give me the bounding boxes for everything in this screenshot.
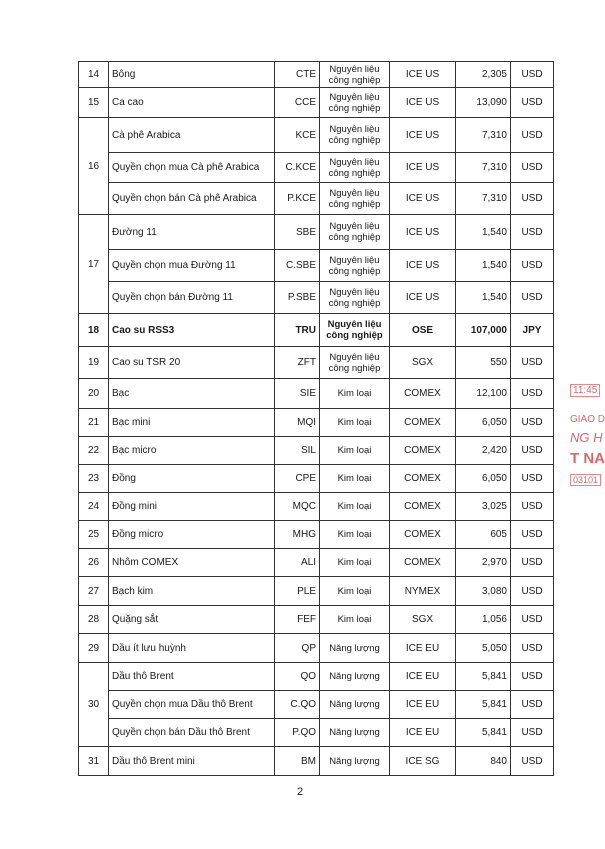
currency: JPY [511,314,554,347]
table-body [79,62,554,776]
margin-value: 5,841 [456,719,511,747]
table-row [79,691,554,719]
table-row [79,250,554,282]
table-row [79,379,554,409]
margin-value: 7,310 [456,118,511,153]
product-group: Nguyên liệu công nghiệp [320,183,390,215]
product-name: Cao su RSS3 [109,314,275,347]
product-group: Kim loại [320,465,390,493]
table-row [79,409,554,437]
margin-value: 2,420 [456,437,511,465]
product-group: Nguyên liệu công nghiệp [320,215,390,250]
product-code: BM [275,747,320,776]
product-name: Dầu thô Brent mini [109,747,275,776]
currency: USD [511,634,554,663]
product-name: Bạc micro [109,437,275,465]
exchange: SGX [390,347,456,379]
product-name: Bông [109,62,275,88]
commodity-margin-table [78,61,554,776]
product-code: MQI [275,409,320,437]
currency: USD [511,691,554,719]
exchange: SGX [390,606,456,634]
table-row [79,88,554,118]
row-number: 15 [79,88,109,118]
currency: USD [511,521,554,549]
product-group: Nguyên liệu công nghiệp [320,250,390,282]
margin-value: 5,050 [456,634,511,663]
table-row [79,747,554,776]
product-code: TRU [275,314,320,347]
margin-value: 12,100 [456,379,511,409]
table-row [79,577,554,606]
currency: USD [511,437,554,465]
product-code: SIL [275,437,320,465]
exchange: COMEX [390,465,456,493]
product-group: Nguyên liệu công nghiệp [320,118,390,153]
margin-value: 1,056 [456,606,511,634]
exchange: OSE [390,314,456,347]
product-code: CPE [275,465,320,493]
currency: USD [511,88,554,118]
table-row [79,521,554,549]
table-row [79,634,554,663]
product-group: Năng lượng [320,691,390,719]
product-name: Nhôm COMEX [109,549,275,577]
row-number: 20 [79,379,109,409]
product-group: Kim loại [320,577,390,606]
table-row [79,347,554,379]
exchange: ICE EU [390,663,456,691]
row-number: 26 [79,549,109,577]
table-row [79,719,554,747]
product-name: Cao su TSR 20 [109,347,275,379]
exchange: ICE EU [390,719,456,747]
table-row [79,549,554,577]
product-code: CTE [275,62,320,88]
row-number: 23 [79,465,109,493]
stamp-time: 11:45 [570,384,600,397]
margin-value: 5,841 [456,663,511,691]
currency: USD [511,215,554,250]
product-group: Nguyên liệu công nghiệp [320,153,390,183]
row-number: 18 [79,314,109,347]
product-group: Năng lượng [320,663,390,691]
product-name: Quyền chọn mua Đường 11 [109,250,275,282]
row-number: 21 [79,409,109,437]
product-name: Quyền chọn bán Đường 11 [109,282,275,314]
product-code: SBE [275,215,320,250]
margin-value: 1,540 [456,215,511,250]
currency: USD [511,379,554,409]
product-group: Kim loại [320,521,390,549]
stamp-text-1: GIAO D [570,414,605,425]
stamp-text-2: NG H [570,430,603,445]
currency: USD [511,118,554,153]
currency: USD [511,282,554,314]
currency: USD [511,62,554,88]
margin-value: 7,310 [456,183,511,215]
table-row [79,314,554,347]
product-name: Quyền chọn bán Cà phê Arabica [109,183,275,215]
product-group: Năng lượng [320,719,390,747]
margin-value: 2,970 [456,549,511,577]
row-number: 24 [79,493,109,521]
exchange: ICE US [390,215,456,250]
exchange: ICE US [390,118,456,153]
product-name: Bạch kim [109,577,275,606]
product-code: QO [275,663,320,691]
product-name: Ca cao [109,88,275,118]
currency: USD [511,465,554,493]
product-code: SIE [275,379,320,409]
table-row [79,663,554,691]
product-group: Nguyên liệu công nghiệp [320,62,390,88]
table-row [79,215,554,250]
margin-value: 3,080 [456,577,511,606]
exchange: ICE US [390,88,456,118]
exchange: ICE US [390,153,456,183]
currency: USD [511,606,554,634]
product-code: C.SBE [275,250,320,282]
table-row [79,153,554,183]
product-code: P.SBE [275,282,320,314]
row-number: 14 [79,62,109,88]
product-name: Cà phê Arabica [109,118,275,153]
row-number: 19 [79,347,109,379]
currency: USD [511,153,554,183]
product-group: Kim loại [320,379,390,409]
red-stamp-fragment [568,374,605,494]
exchange: COMEX [390,521,456,549]
row-number: 29 [79,634,109,663]
product-group: Nguyên liệu công nghiệp [320,314,390,347]
row-number: 28 [79,606,109,634]
currency: USD [511,347,554,379]
exchange: COMEX [390,549,456,577]
product-group: Nguyên liệu công nghiệp [320,347,390,379]
margin-value: 605 [456,521,511,549]
product-group: Kim loại [320,549,390,577]
product-group: Năng lượng [320,634,390,663]
product-group: Kim loại [320,493,390,521]
margin-value: 550 [456,347,511,379]
margin-value: 1,540 [456,282,511,314]
table-row [79,62,554,88]
product-name: Quặng sắt [109,606,275,634]
product-name: Quyền chọn mua Dầu thô Brent [109,691,275,719]
product-code: PLE [275,577,320,606]
row-number: 16 [79,118,109,215]
product-group: Kim loại [320,437,390,465]
row-number: 30 [79,663,109,747]
margin-value: 13,090 [456,88,511,118]
table-row [79,118,554,153]
margin-value: 3,025 [456,493,511,521]
product-group: Nguyên liệu công nghiệp [320,88,390,118]
product-name: Quyền chọn bán Dầu thô Brent [109,719,275,747]
product-name: Bạc mini [109,409,275,437]
exchange: ICE US [390,282,456,314]
exchange: COMEX [390,493,456,521]
product-group: Kim loại [320,409,390,437]
currency: USD [511,493,554,521]
product-name: Quyền chọn mua Cà phê Arabica [109,153,275,183]
table-row [79,282,554,314]
product-group: Nguyên liệu công nghiệp [320,282,390,314]
exchange: COMEX [390,379,456,409]
margin-value: 6,050 [456,465,511,493]
product-name: Dầu thô Brent [109,663,275,691]
product-name: Bạc [109,379,275,409]
currency: USD [511,719,554,747]
currency: USD [511,577,554,606]
table-row [79,493,554,521]
page-number: 2 [296,786,304,798]
product-code: P.QO [275,719,320,747]
margin-value: 2,305 [456,62,511,88]
margin-value: 107,000 [456,314,511,347]
row-number: 22 [79,437,109,465]
stamp-number: 03101 [570,474,601,486]
currency: USD [511,250,554,282]
margin-value: 1,540 [456,250,511,282]
product-group: Kim loại [320,606,390,634]
product-name: Đường 11 [109,215,275,250]
row-number: 17 [79,215,109,314]
exchange: ICE US [390,183,456,215]
currency: USD [511,183,554,215]
product-code: ALI [275,549,320,577]
product-name: Đồng micro [109,521,275,549]
product-code: C.QO [275,691,320,719]
margin-value: 6,050 [456,409,511,437]
product-group: Năng lượng [320,747,390,776]
exchange: ICE US [390,62,456,88]
product-name: Dầu ít lưu huỳnh [109,634,275,663]
row-number: 25 [79,521,109,549]
product-name: Đồng mini [109,493,275,521]
product-code: CCE [275,88,320,118]
currency: USD [511,409,554,437]
exchange: COMEX [390,409,456,437]
table-row [79,183,554,215]
exchange: NYMEX [390,577,456,606]
stamp-text-3: T NA [570,450,605,467]
exchange: ICE EU [390,634,456,663]
product-code: MQC [275,493,320,521]
exchange: ICE US [390,250,456,282]
exchange: ICE SG [390,747,456,776]
margin-value: 840 [456,747,511,776]
margin-value: 7,310 [456,153,511,183]
exchange: ICE EU [390,691,456,719]
product-code: FEF [275,606,320,634]
product-name: Đồng [109,465,275,493]
table-row [79,465,554,493]
table-row [79,606,554,634]
product-code: ZFT [275,347,320,379]
currency: USD [511,747,554,776]
exchange: COMEX [390,437,456,465]
currency: USD [511,549,554,577]
currency: USD [511,663,554,691]
product-code: KCE [275,118,320,153]
row-number: 31 [79,747,109,776]
row-number: 27 [79,577,109,606]
product-code: P.KCE [275,183,320,215]
product-code: QP [275,634,320,663]
margin-value: 5,841 [456,691,511,719]
product-code: MHG [275,521,320,549]
product-code: C.KCE [275,153,320,183]
table-row [79,437,554,465]
